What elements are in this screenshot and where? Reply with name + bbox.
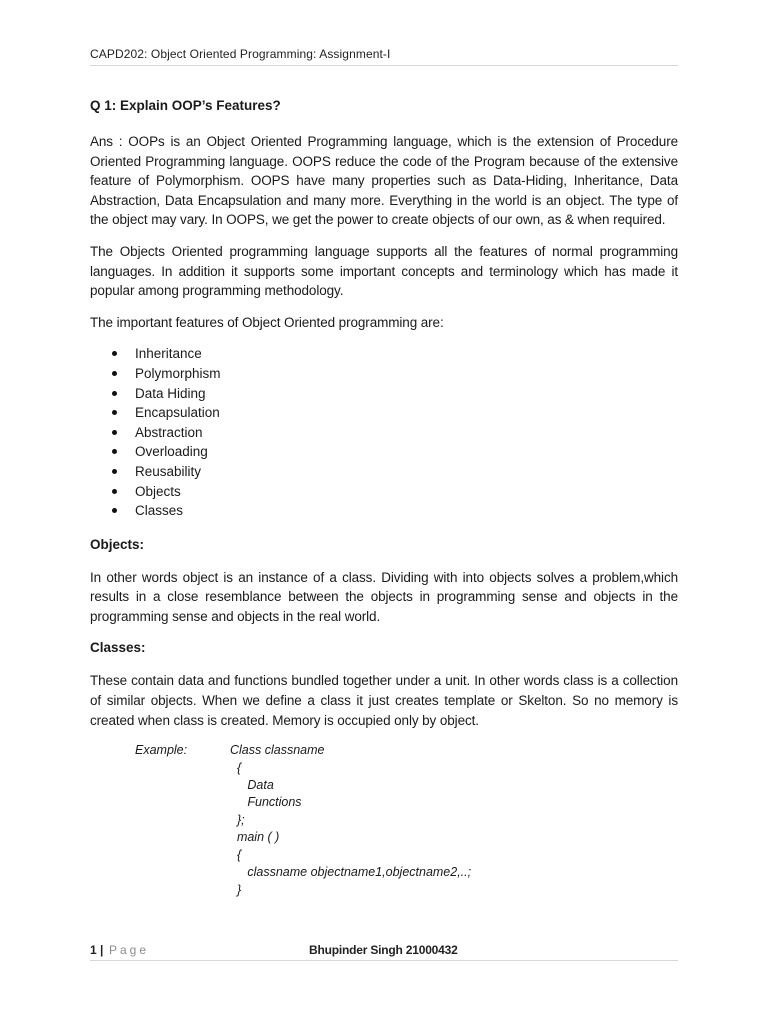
page-number: 1 [90, 943, 97, 957]
bullet-icon [112, 351, 117, 356]
list-item [90, 462, 678, 482]
code-line: Functions [230, 795, 302, 810]
code-line: { [230, 847, 242, 862]
bullet-icon [112, 371, 117, 376]
code-line: } [230, 882, 242, 897]
list-item [90, 344, 678, 364]
bullet-icon [112, 508, 117, 513]
code-block [230, 742, 471, 899]
list-item [90, 482, 678, 502]
page-header: CAPD202: Object Oriented Programming: Assignment-I [90, 47, 678, 66]
code-line: main ( ) [230, 830, 280, 845]
code-line: { [230, 760, 242, 775]
list-item [90, 384, 678, 404]
page-label: Page [109, 943, 150, 957]
objects-paragraph: In other words object is an instance of a class. Dividing with into objects solves a problem,which results in a close resemblance between the objects in programming sense and objects in the programming sense and objects in the real world. [90, 569, 678, 624]
code-line: }; [230, 812, 245, 827]
list-item-label: Reusability [135, 463, 202, 479]
list-item [90, 442, 678, 462]
code-line: Data [230, 778, 274, 793]
list-item-label: Polymorphism [135, 365, 221, 381]
list-item-label: Overloading [135, 444, 208, 460]
list-item [90, 403, 678, 423]
code-line: classname objectname1,objectname2,..; [230, 865, 472, 880]
list-item-label: Objects [135, 483, 181, 499]
list-item [90, 364, 678, 384]
features-intro: The important features of Object Oriented programming are: [90, 314, 444, 330]
classes-heading: Classes: [90, 640, 146, 656]
list-item-label: Inheritance [135, 346, 202, 362]
list-item [90, 423, 678, 443]
features-list [90, 344, 678, 520]
bullet-icon [112, 410, 117, 415]
list-item-label: Classes [135, 503, 184, 519]
classes-paragraph: These contain data and functions bundled together under a unit. In other words class is a collection of similar objects. When we define a class it just creates template or Skelton. So no memory is created when class is created. Memory is occupied only by object. [90, 673, 678, 728]
code-line: Class classname [230, 743, 325, 758]
list-item-label: Data Hiding [135, 385, 206, 401]
answer-paragraph: Ans : OOPs is an Object Oriented Programming language, which is the extension of Procedure Oriented Programming language. OOPS reduce the code of the Program because of the extensive feature of Polymorphism. OOPS have many properties such as Data-Hiding, Inheritance, Data Abstraction, Data Encapsulation and many more. Everything in the world is an object. The type of the object may vary. In OOPS, we get the power to create objects of our own, as & when required. [90, 134, 678, 228]
intro-paragraph: The Objects Oriented programming language supports all the features of normal programming languages. In addition it supports some important concepts and terminology which has made it popular among programming methodology. [90, 243, 678, 299]
bullet-icon [112, 449, 117, 454]
bullet-icon [112, 469, 117, 474]
author-name: Bhupinder Singh 21000432 [309, 943, 458, 957]
list-item-label: Encapsulation [135, 405, 220, 421]
bullet-icon [112, 430, 117, 435]
list-item-label: Abstraction [135, 424, 203, 440]
question-title: Q 1: Explain OOP’s Features? [90, 98, 281, 113]
bullet-icon [112, 391, 117, 396]
code-example [90, 742, 678, 902]
page-content [90, 96, 678, 902]
objects-heading: Objects: [90, 536, 145, 552]
footer-separator: | [100, 943, 104, 957]
example-label: Example: [135, 743, 188, 758]
page-footer [90, 943, 678, 961]
bullet-icon [112, 489, 117, 494]
list-item [90, 501, 678, 521]
